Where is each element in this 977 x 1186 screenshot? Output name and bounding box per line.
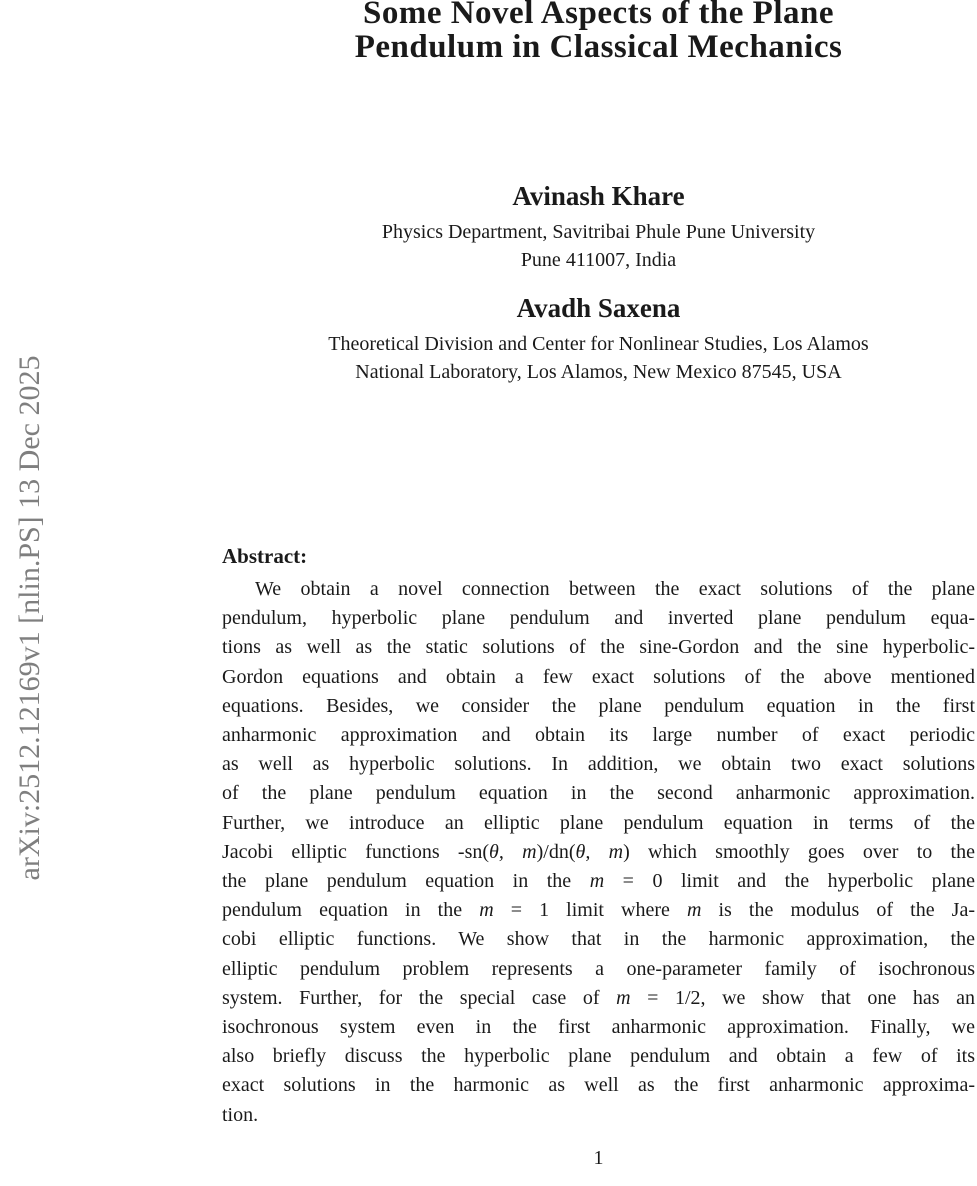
abstract-line: elliptic pendulum problem represents a one-parameter family of isochronous [222,957,975,980]
paper-title-line-1: Some Novel Aspects of the Plane [362,0,835,31]
author-2-affiliation [222,330,975,386]
abstract-line: tions as well as the static solutions of the sine-Gordon and the sine hyperbolic- [222,636,975,659]
abstract-line: We obtain a novel connection between the exact solutions of the plane [255,578,975,600]
abstract-line: isochronous system even in the first anharmonic approximation. Finally, we [222,1016,975,1039]
abstract-line: of the plane pendulum equation in the second anharmonic approximation. [222,782,975,805]
abstract-line: equations. Besides, we consider the plane pendulum equation in the first [222,694,975,717]
abstract-line: cobi elliptic functions. We show that in the harmonic approximation, the [222,928,975,951]
author-2-name: Avadh Saxena [516,293,681,323]
author-2-affiliation-line-1: Theoretical Division and Center for Nonlinear Studies, Los Alamos [328,333,869,355]
abstract-body [222,575,975,1130]
abstract-line: pendulum, hyperbolic plane pendulum and inverted plane pendulum equa- [222,607,975,630]
arxiv-watermark: arXiv:2512.12169v1 [nlin.PS] 13 Dec 2025 [13,355,46,881]
author-2-affiliation-line-2: National Laboratory, Los Alamos, New Mexico 87545, USA [355,361,842,383]
page-number: 1 [593,1147,604,1169]
abstract-line: exact solutions in the harmonic as well as the first anharmonic approxima- [222,1074,975,1097]
abstract-line: the plane pendulum equation in the m = 0 limit and the hyperbolic plane [222,870,975,893]
author-1-name: Avinash Khare [512,181,685,211]
abstract-line: Further, we introduce an elliptic plane pendulum equation in terms of the [222,811,975,834]
abstract-line: pendulum equation in the m = 1 limit where m is the modulus of the Ja- [222,899,975,922]
paper-title [222,0,975,64]
author-1-affiliation-line-1: Physics Department, Savitribai Phule Pune University [381,221,816,243]
abstract-line: also briefly discuss the hyperbolic plane pendulum and obtain a few of its [222,1045,975,1068]
abstract-line: Jacobi elliptic functions -sn(θ, m)/dn(θ, m) which smoothly goes over to the [222,840,975,863]
author-1-affiliation [222,218,975,274]
abstract-line: as well as hyperbolic solutions. In addition, we obtain two exact solutions [222,753,975,776]
paper-title-line-2: Pendulum in Classical Mechanics [354,29,843,65]
abstract-label: Abstract: [222,544,308,568]
abstract-line: Gordon equations and obtain a few exact solutions of the above mentioned [222,665,975,688]
abstract-line: anharmonic approximation and obtain its large number of exact periodic [222,724,975,747]
author-1-affiliation-line-2: Pune 411007, India [520,249,677,271]
abstract-line: tion. [222,1103,259,1126]
abstract-line: system. Further, for the special case of m = 1/2, we show that one has an [222,986,975,1009]
